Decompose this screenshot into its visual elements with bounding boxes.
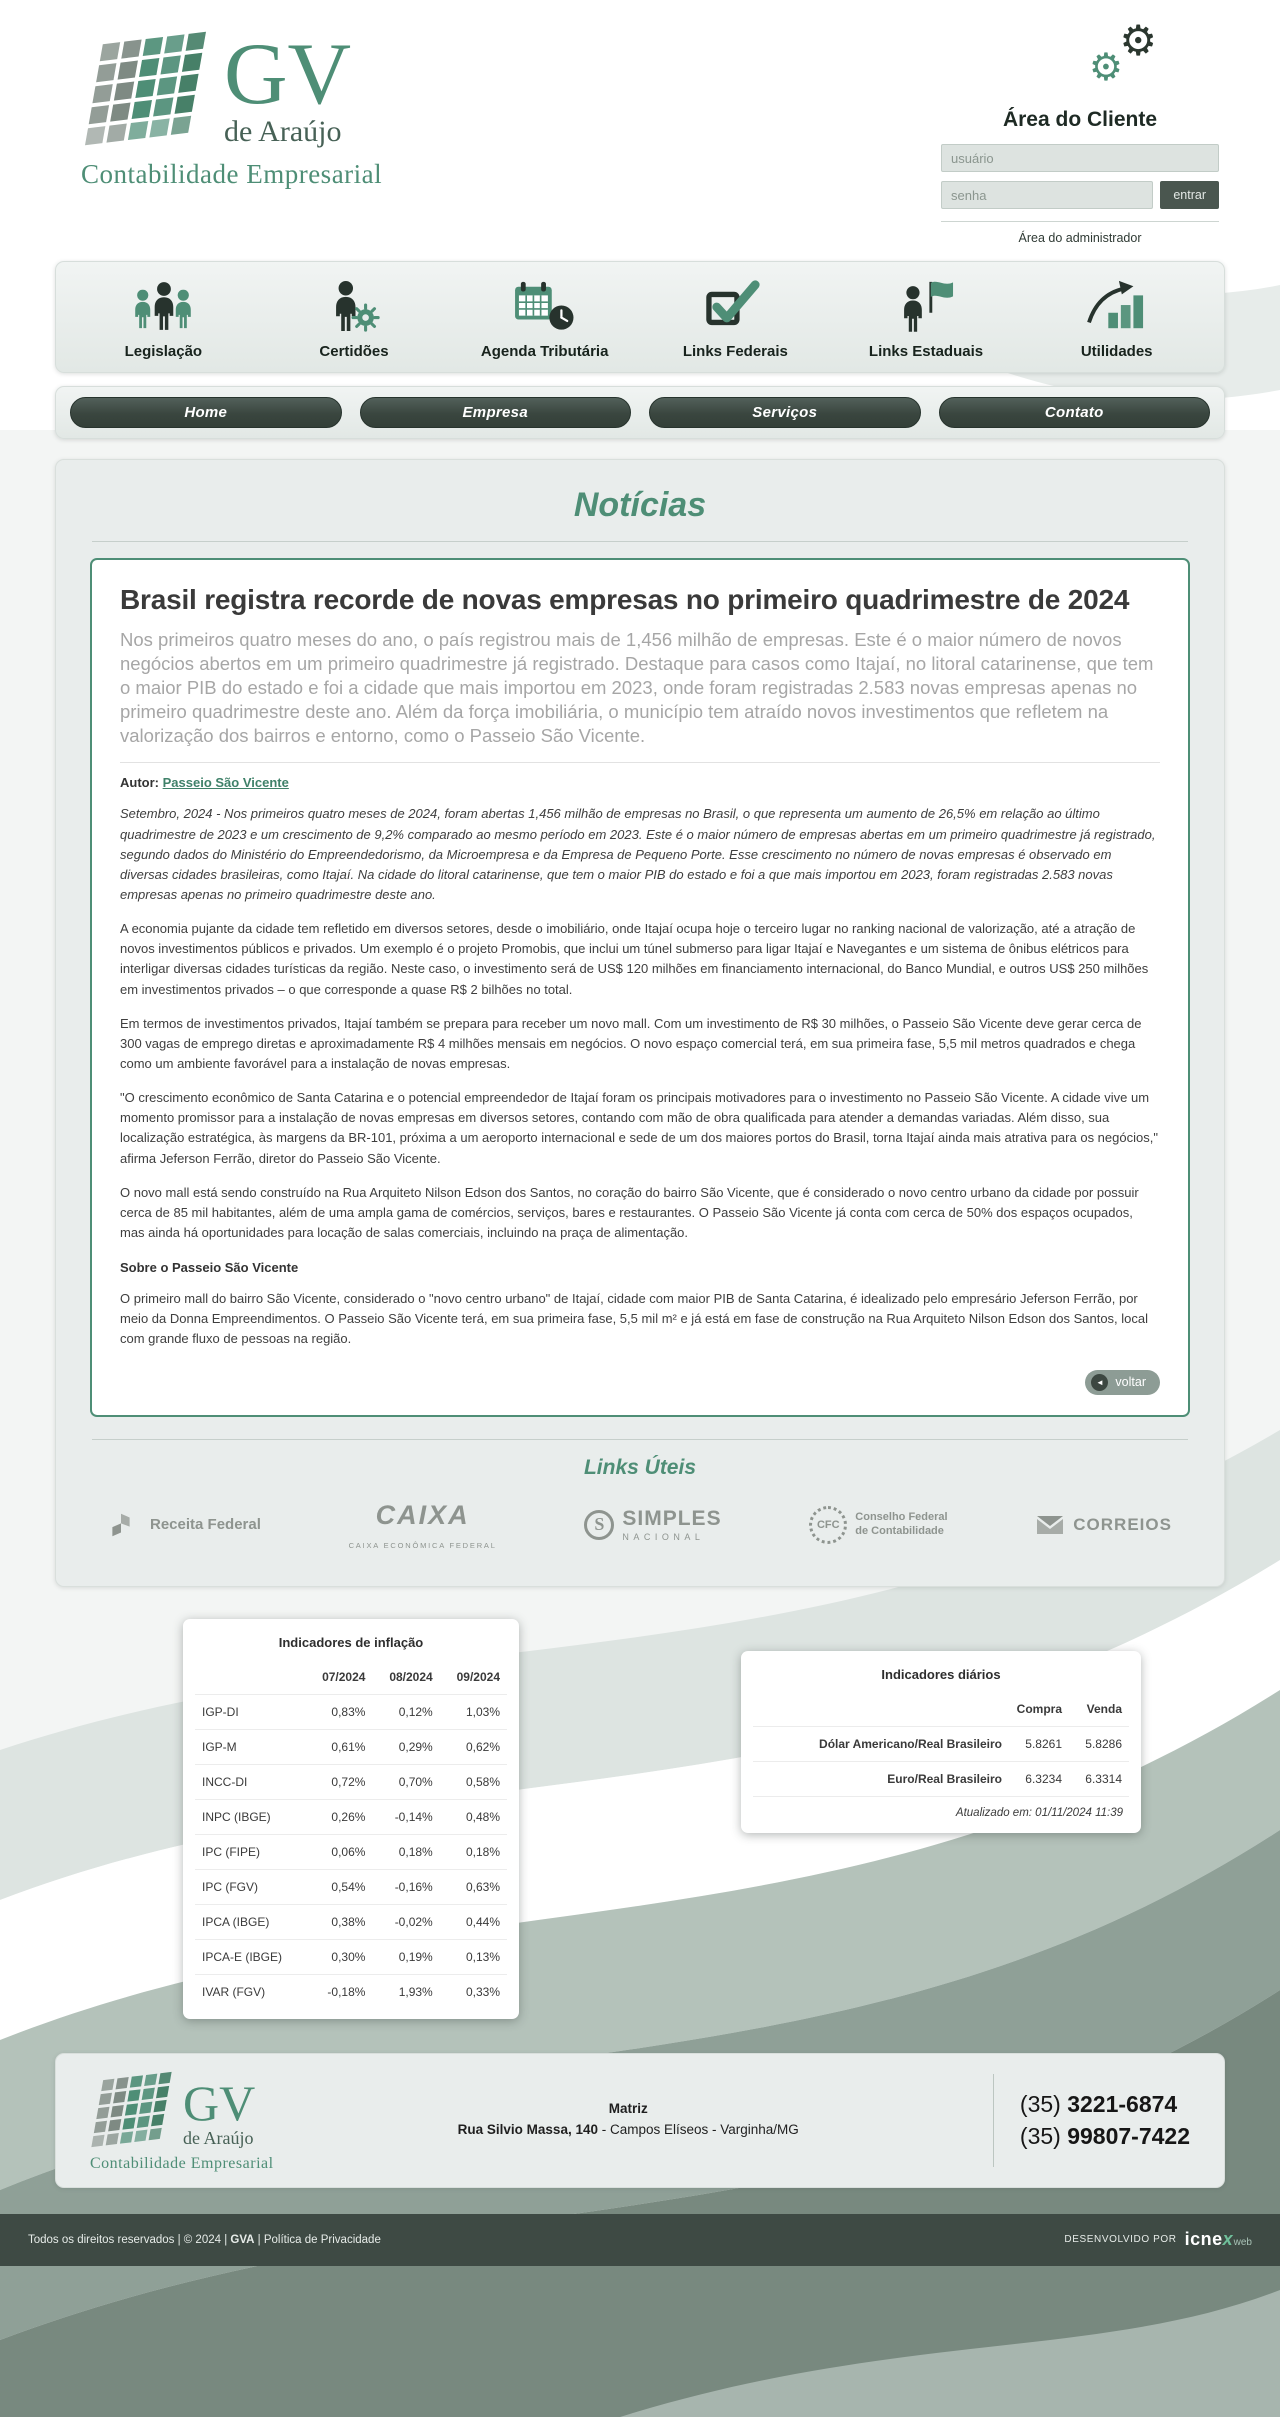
- bottom-bar: [0, 2214, 1280, 2266]
- cell-value: 0,70%: [372, 1764, 439, 1799]
- footer-phones: [1020, 2088, 1190, 2152]
- logo-mosaic-icon: [91, 2071, 171, 2146]
- indicators-section: [55, 1619, 1225, 2019]
- cell-value: 0,62%: [440, 1729, 507, 1764]
- simples-nacional-logo[interactable]: S SIMPLES NACIONAL: [584, 1507, 721, 1542]
- nav-item-links-federais[interactable]: [640, 278, 831, 360]
- article-paragraph: Em termos de investimentos privados, Itajaí também se prepara para receber um novo mall. Com um investimento de R$ 30 milhões, o Passeio São Vicente deve gerar cerca de 300 vagas de emprego diretas e aproximadamente R$ 4 milhões mensais em negócios. O novo espaço comercial terá, em sua primeira fase, 5,5 mil metros quadrados e chega como um ambiente favorável para a instalação de novas empresas.: [120, 1015, 1142, 1071]
- logo-tagline: Contabilidade Empresarial: [81, 159, 383, 189]
- nav-item-label: Certidões: [319, 343, 389, 360]
- news-article-card: [90, 558, 1190, 1417]
- author-label: Autor:: [120, 775, 159, 791]
- daily-table-title: Indicadores diários: [881, 1666, 1001, 1682]
- logo-monogram: GV: [183, 2075, 256, 2132]
- cell-value: 0,29%: [372, 1729, 439, 1764]
- icon-nav: [55, 261, 1225, 373]
- table-row: [195, 1834, 507, 1869]
- cell-value: -0,02%: [372, 1904, 439, 1939]
- checkmark-icon: [700, 278, 770, 334]
- cfc-gear-icon: CFC: [809, 1506, 847, 1544]
- site-footer: [55, 2053, 1225, 2188]
- phone-line: (35) 99807-7422: [1019, 2123, 1190, 2150]
- privacy-policy-link[interactable]: Política de Privacidade: [263, 2233, 381, 2246]
- table-row: [753, 1761, 1129, 1796]
- cell-value: 0,30%: [305, 1939, 372, 1974]
- table-row: [195, 1799, 507, 1834]
- article-author: [120, 775, 1160, 790]
- footer-logo: [90, 2068, 274, 2173]
- row-label: IPC (FIPE): [195, 1834, 305, 1869]
- logo-name: de Araújo: [224, 115, 342, 148]
- cell-value: 0,63%: [440, 1869, 507, 1904]
- site-logo: [81, 24, 382, 245]
- gear-icon: ⚙: [1119, 16, 1157, 65]
- matriz-label: Matriz: [608, 2101, 648, 2117]
- username-input[interactable]: [941, 144, 1219, 172]
- row-label: INCC-DI: [195, 1764, 305, 1799]
- caixa-logo[interactable]: CAIXA CAIXA ECONÔMICA FEDERAL: [348, 1499, 497, 1550]
- nav-item-label: Agenda Tributária: [480, 343, 609, 360]
- cell-value: 6.3314: [1069, 1761, 1129, 1796]
- menu-servicos[interactable]: Serviços: [649, 397, 921, 428]
- cell-value: 0,19%: [372, 1939, 439, 1974]
- col-header: [195, 1660, 305, 1695]
- updated-timestamp: Atualizado em: 01/11/2024 11:39: [753, 1796, 1129, 1823]
- table-row: [195, 1939, 507, 1974]
- divider: [993, 2074, 994, 2167]
- inflation-indicators-card: [183, 1619, 519, 2019]
- cell-value: 0,48%: [440, 1799, 507, 1834]
- nav-item-certidoes[interactable]: [259, 278, 450, 360]
- cell-value: 0,83%: [305, 1694, 372, 1729]
- table-row: [753, 1726, 1129, 1761]
- nav-item-label: Utilidades: [1080, 343, 1153, 360]
- person-flag-icon: [891, 278, 961, 334]
- nav-item-legislacao[interactable]: [68, 278, 259, 360]
- cell-value: 0,72%: [305, 1764, 372, 1799]
- receita-federal-icon: [108, 1511, 134, 1539]
- cell-value: 0,06%: [305, 1834, 372, 1869]
- cell-value: 1,93%: [372, 1974, 439, 2009]
- table-row: [195, 1764, 507, 1799]
- cell-value: 0,61%: [305, 1729, 372, 1764]
- article-paragraph: Setembro, 2024 - Nos primeiros quatro meses de 2024, foram abertas 1,456 milhão de empresas no Brasil, o que representa um aumento de 26,5% em relação ao último quadrimestre de 2023 e um crescimento de 9,2% comparado ao mesmo período em 2023. Este é o maior número de empresas abertas em um primeiro quadrimestre já registrado, segundo dados do Ministério do Empreendedorismo, da Microempresa e da Empresa de Pequeno Porte. Esse crescimento no número de novas empresas é observado em diversas cidades brasileiras, como Itajaí. Na cidade do litoral catarinense, que tem o maior PIB do estado e foi a que mais importou em 2023, foram registradas 2.583 novas empresas apenas no primeiro quadrimestre deste ano.: [120, 806, 1156, 902]
- row-label: Euro/Real Brasileiro: [753, 1761, 1009, 1796]
- cell-value: 1,03%: [440, 1694, 507, 1729]
- client-area: [941, 16, 1219, 245]
- cell-value: 0,38%: [305, 1904, 372, 1939]
- menu-home[interactable]: Home: [70, 397, 342, 428]
- cell-value: 0,44%: [440, 1904, 507, 1939]
- phone-line: (35) 3221-6874: [1019, 2090, 1178, 2117]
- nav-item-label: Legislação: [124, 343, 203, 360]
- gear-icon: ⚙: [1088, 45, 1123, 89]
- article-subheading: Sobre o Passeio São Vicente: [120, 1260, 299, 1276]
- back-button[interactable]: ◄ voltar: [1085, 1370, 1160, 1395]
- cfc-logo[interactable]: CFC Conselho Federal de Contabilidade: [809, 1506, 947, 1544]
- table-row: [195, 1694, 507, 1729]
- nav-item-agenda-tributaria[interactable]: [449, 278, 640, 360]
- row-label: Dólar Americano/Real Brasileiro: [753, 1726, 1009, 1761]
- logo-name: de Araújo: [183, 2127, 254, 2148]
- menu-contato[interactable]: Contato: [939, 397, 1211, 428]
- row-label: IPC (FGV): [195, 1869, 305, 1904]
- daily-table: [753, 1692, 1129, 1796]
- row-label: IVAR (FGV): [195, 1974, 305, 2009]
- logo-mosaic-icon: [85, 32, 206, 145]
- copyright-text: Todos os direitos reservados | © 2024 | GVA | Política de Privacidade: [28, 2233, 381, 2246]
- admin-area-link[interactable]: Área do administrador: [941, 221, 1219, 245]
- cell-value: 0,54%: [305, 1869, 372, 1904]
- article-paragraph: "O crescimento econômico de Santa Catarina e o potencial empreendedor de Itajaí foram os principais motivadores para o investimento no Passeio São Vicente. A cidade vive um momento promissor para a instalação de novas empresas em diversos setores, contando com mão de obra qualificada para atender a demandas variadas. Além disso, sua localização estratégica, às margens da BR-101, próxima a um aeroporto internacional e sede de um dos maiores portos do Brasil, torna Itajaí ainda mais atrativa para os negócios," afirma Jeferson Ferrão, diretor do Passeio São Vicente.: [120, 1090, 1158, 1166]
- nav-item-links-estaduais[interactable]: [831, 278, 1022, 360]
- cell-value: 0,26%: [305, 1799, 372, 1834]
- cell-value: -0,16%: [372, 1869, 439, 1904]
- row-label: INPC (IBGE): [195, 1799, 305, 1834]
- cell-value: 0,13%: [440, 1939, 507, 1974]
- article-paragraph: O primeiro mall do bairro São Vicente, considerado o "novo centro urbano" de Itajaí, cidade com maior PIB de Santa Catarina, é idealizado pelo empresário Jeferson Ferrão, por meio da Donna Empreendimentos. O Passeio São Vicente terá, em sua primeira fase, 5,5 mil m² e já está em fase de construção na Rua Arquiteto Nilson Edson dos Santos, local com grande fluxo de pessoas na região.: [120, 1291, 1149, 1347]
- row-label: IPCA-E (IBGE): [195, 1939, 305, 1974]
- cell-value: 0,18%: [440, 1834, 507, 1869]
- daily-indicators-card: [741, 1651, 1141, 1833]
- site-header: [55, 0, 1225, 261]
- article-lead: Nos primeiros quatro meses do ano, o país registrou mais de 1,456 milhão de empresas. Este é o maior número de novos negócios abertos em um primeiro quadrimestre já registrado. Destaque para casos como Itajaí, no litoral catarinense, que tem o maior PIB do estado e foi a cidade que mais importou em 2023, onde foram registradas 2.583 novas empresas apenas no primeiro quadrimestre deste ano. Além da força imobiliária, o município tem atraído novos investimentos que refletem na valorização dos bairros e entorno, como o Passeio São Vicente.: [120, 629, 1154, 747]
- calendar-clock-icon: [510, 278, 580, 334]
- article-body: [120, 804, 1160, 1349]
- col-header: [753, 1692, 1009, 1727]
- row-label: IGP-DI: [195, 1694, 305, 1729]
- table-row: [195, 1904, 507, 1939]
- col-header: 09/2024: [456, 1669, 500, 1684]
- article-paragraph: O novo mall está sendo construído na Rua Arquiteto Nilson Edson dos Santos, no coração do bairro São Vicente, que é considerado o novo centro urbano da cidade por possuir cerca de 85 mil habitantes, além de uma ampla gama de comércios, serviços, bares e restaurantes. O Passeio São Vicente já conta com cerca de 50% dos espaços ocupados, mas ainda há oportunidades para locação de salas comerciais, incluindo na praça de alimentação.: [120, 1184, 1139, 1240]
- cell-value: 0,12%: [372, 1694, 439, 1729]
- correios-icon: [1035, 1514, 1065, 1536]
- correios-logo[interactable]: CORREIOS: [1035, 1514, 1172, 1536]
- table-row: [195, 1974, 507, 2009]
- back-arrow-icon: ◄: [1091, 1374, 1108, 1391]
- receita-federal-logo[interactable]: Receita Federal: [108, 1511, 261, 1539]
- person-gear-icon: [319, 278, 389, 334]
- cell-value: 0,58%: [440, 1764, 507, 1799]
- client-area-gears: [941, 16, 1219, 108]
- useful-links-title: Links Úteis: [583, 1455, 697, 1479]
- table-row: [195, 1869, 507, 1904]
- inflation-table: [195, 1660, 507, 2009]
- nav-item-label: Links Estaduais: [868, 343, 984, 360]
- cell-value: 0,33%: [440, 1974, 507, 2009]
- inflation-table-title: Indicadores de inflação: [278, 1634, 424, 1650]
- article-paragraph: A economia pujante da cidade tem refletido em diversos setores, desde o imobiliário, onde Itajaí ocupa hoje o terceiro lugar no ranking nacional de valorização, até a atração de novos investimentos públicos e privados. Um exemplo é o projeto Promobis, que inclui um túnel submerso para ligar Itajaí e Navegantes e um sistema de ônibus elétricos para interligar diversas cidades turísticas da região. Neste caso, o investimento será de US$ 120 milhões em financiamento internacional, do Banco Mundial, e outros US$ 250 milhões em investimentos privados – o que corresponde a quase R$ 2 bilhões no total.: [120, 921, 1149, 997]
- col-header: 07/2024: [322, 1669, 366, 1684]
- divider: [92, 541, 1188, 542]
- row-label: IGP-M: [195, 1729, 305, 1764]
- cell-value: 6.3234: [1009, 1761, 1069, 1796]
- col-header: Compra: [1016, 1701, 1062, 1716]
- main-panel: [55, 459, 1225, 1587]
- main-menu: [55, 386, 1225, 439]
- article-title: Brasil registra recorde de novas empresas no primeiro quadrimestre de 2024: [120, 584, 1130, 615]
- nav-item-label: Links Federais: [682, 343, 788, 360]
- login-button[interactable]: entrar: [1160, 181, 1219, 209]
- divider: [120, 762, 1160, 763]
- cell-value: 5.8286: [1069, 1726, 1129, 1761]
- client-area-title: Área do Cliente: [1002, 108, 1158, 131]
- address-rest: - Campos Elíseos - Varginha/MG: [597, 2122, 799, 2138]
- col-header: Venda: [1086, 1701, 1122, 1716]
- chart-arrow-icon: [1082, 278, 1152, 334]
- developer-credit[interactable]: [1064, 2229, 1252, 2250]
- footer-address: [274, 2099, 983, 2141]
- cell-value: -0,18%: [305, 1974, 372, 2009]
- menu-empresa[interactable]: Empresa: [360, 397, 632, 428]
- logo-tagline: Contabilidade Empresarial: [90, 2154, 274, 2172]
- page-title: Notícias: [573, 486, 707, 524]
- developed-by-label: DESENVOLVIDO POR: [1064, 2234, 1177, 2246]
- partner-logos: [56, 1484, 1224, 1580]
- icnex-logo: icnexweb: [1184, 2229, 1252, 2250]
- col-header: 08/2024: [389, 1669, 433, 1684]
- brand-abbr: GVA: [230, 2233, 255, 2246]
- logo-monogram: GV: [224, 26, 352, 124]
- row-label: IPCA (IBGE): [195, 1904, 305, 1939]
- author-link[interactable]: Passeio São Vicente: [162, 775, 289, 791]
- cell-value: -0,14%: [372, 1799, 439, 1834]
- password-input[interactable]: [941, 181, 1153, 209]
- nav-item-utilidades[interactable]: [1021, 278, 1212, 360]
- address-street: Rua Silvio Massa, 140: [457, 2122, 598, 2138]
- people-icon: [128, 278, 198, 334]
- simples-icon: S: [584, 1510, 614, 1540]
- cell-value: 0,18%: [372, 1834, 439, 1869]
- table-row: [195, 1729, 507, 1764]
- cell-value: 5.8261: [1009, 1726, 1069, 1761]
